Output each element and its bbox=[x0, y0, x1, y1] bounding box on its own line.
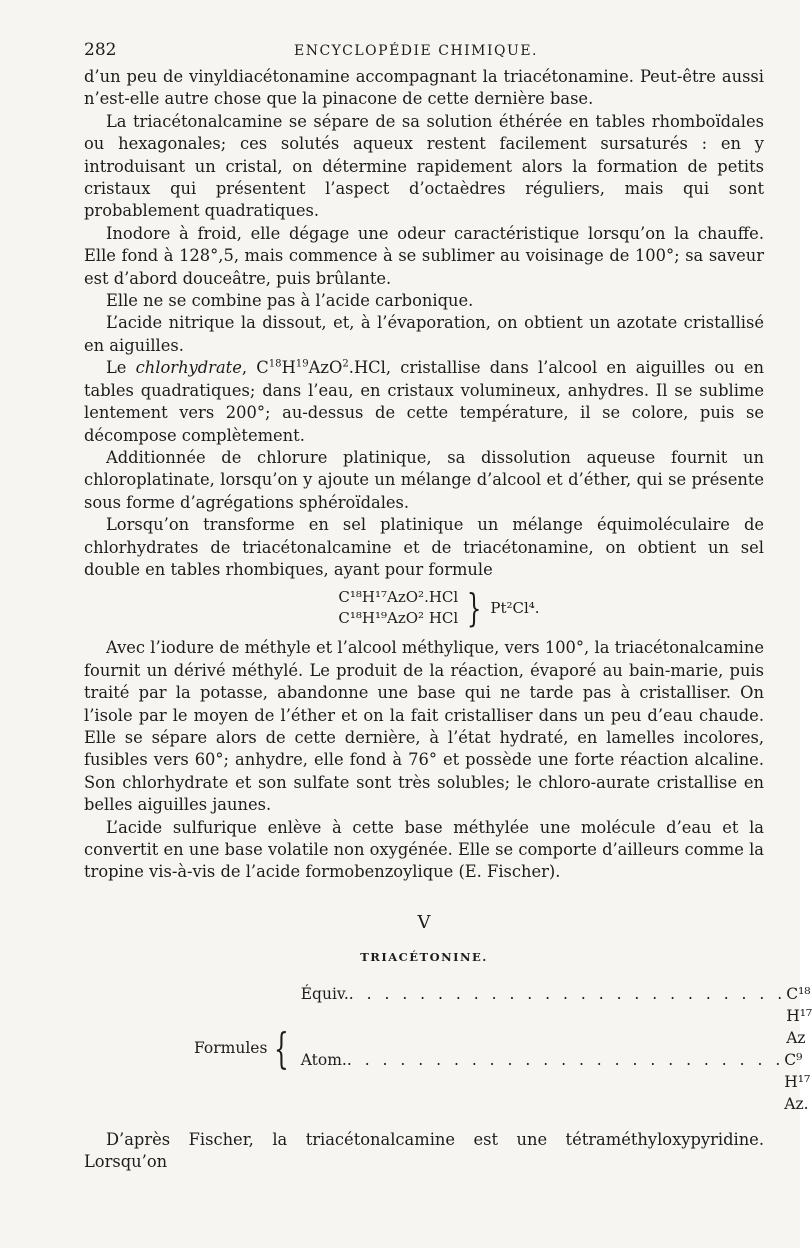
section-number: V bbox=[417, 911, 431, 933]
dot-leader: . . . . . . . . . . . . . . . . . . . . . . . . . bbox=[348, 984, 787, 1003]
paragraph-chlorhydrate: Le chlorhydrate, $C^{18}H^{19}AzO^2.HCl$, cristallise dans l’alcool en aiguilles ou en tables quadratiques; dans l’eau, en cristaux volumineux, anhydres. Il se sublime lentement vers 200°; au-dessus de cette température, il se colore, puis se décompose complètement. bbox=[84, 358, 765, 445]
section-heading bbox=[84, 912, 764, 969]
formula-row bbox=[300, 983, 812, 1049]
paragraph: d’un peu de vinyldiacétonamine accompagnant la triacétonamine. Peut-être aussi n’est-elle autre chose que la pinacone de cette dernière base. bbox=[84, 67, 764, 109]
paragraph: Avec l’iodure de méthyle et l’alcool méthylique, vers 100°, la triacétonalcamine fournit un dérivé méthylé. Le produit de la réaction, évaporé au bain-marie, puis traité par la potasse, abandonne une base qui ne tarde pas à cristalliser. On l’isole par le moyen de l’éther et on la fait cristalliser dans un peu d’eau chaude. Elle se sépare alors de cette dernière, à l’état hydraté, en lamelles incolores, fusibles vers 60°; anhydre, elle fond à 76° et possède une forte réaction alcaline. Son chlorhydrate et son sulfate sont très solubles; le chloro-aurate cristallise en belles aiguilles jaunes. bbox=[84, 638, 764, 815]
formula-row bbox=[300, 1049, 811, 1115]
left-brace-icon: { bbox=[274, 1023, 289, 1073]
page-number: 282 bbox=[84, 40, 117, 60]
chlorhydrate-rest: , cristallise dans l’alcool en aiguilles ou en tables quadratiques; dans l’eau, en cristaux volumineux, anhydres. Il se sublime lentement vers 200°; au-dessus de cette température, il se colore, puis se décompose complètement. bbox=[84, 358, 765, 445]
paragraph: L’acide nitrique la dissout, et, à l’évaporation, on obtient un azotate cristallisé en aiguilles. bbox=[84, 313, 764, 355]
page-header bbox=[84, 40, 764, 64]
paragraph: Elle ne se combine pas à l’acide carbonique. bbox=[106, 291, 474, 311]
paragraph: L’acide sulfurique enlève à cette base méthylée une molécule d’eau et la convertit en une base volatile non oxygénée. Elle se comporte d’ailleurs comme la tropine vis-à-vis de l’acide formobenzoylique (E. Fischer). bbox=[84, 817, 764, 882]
formulas-block bbox=[194, 983, 812, 1115]
paragraph: La triacétonalcamine se sépare de sa solution éthérée en tables rhomboïdales ou hexagonales; ces solutés aqueux restent facilement sursaturés : en y introduisant un cristal, on détermine rapidement alors la formation de petits cristaux qui présentent l’aspect d’octaèdres réguliers, mais qui sont probablement quadratiques. bbox=[84, 111, 764, 221]
paragraph: Inodore à froid, elle dégage une odeur caractéristique lorsqu’on la chauffe. Elle fond à 128°,5, mais commence à se sublimer au voisinage de 100°; sa saveur est d’abord douceâtre, puis brûlante. bbox=[84, 223, 764, 288]
formulas-label: Formules bbox=[194, 1039, 268, 1058]
formula-key: Atom. bbox=[300, 1050, 347, 1069]
paragraph-closing: D’après Fischer, la triacétonalcamine est une tétraméthyloxypyridine. Lorsqu’on bbox=[84, 1129, 764, 1172]
paragraph: Additionnée de chlorure platinique, sa dissolution aqueuse fournit un chloroplatinate, lorsqu’on y ajoute un mélange d’alcool et d’éther, qui se présente sous forme d’agrégations sphéroïdales. bbox=[84, 447, 764, 512]
dot-leader: . . . . . . . . . . . . . . . . . . . . . . . . . bbox=[346, 1050, 785, 1069]
chlorhydrate-term: chlorhydrate bbox=[135, 358, 242, 378]
page-body bbox=[84, 66, 812, 1173]
formula-value: C¹⁸ H¹⁷ Az bbox=[786, 984, 812, 1047]
right-brace-icon: } bbox=[467, 586, 482, 631]
double-salt-formula bbox=[114, 587, 764, 629]
running-title: ENCYCLOPÉDIE CHIMIQUE. bbox=[294, 43, 538, 59]
formula-key: Équiv. bbox=[300, 984, 349, 1003]
formula-line-2: C¹⁸H¹⁹AzO² HCl bbox=[338, 609, 459, 628]
chlorhydrate-formula: $C^{18}H^{19}AzO^2.HCl$ bbox=[256, 358, 386, 378]
chlorhydrate-lead: Le bbox=[106, 358, 136, 378]
formula-platinum: Pt²Cl⁴. bbox=[490, 599, 540, 618]
formula-value: C⁹ H¹⁷ Az. bbox=[784, 1050, 811, 1113]
paragraph: Lorsqu’on transforme en sel platinique un mélange équimoléculaire de chlorhydrates de triacétonalcamine et de triacétonamine, on obtient un sel double en tables rhombiques, ayant pour formule bbox=[84, 515, 764, 579]
formula-line-1: C¹⁸H¹⁷AzO².HCl bbox=[338, 588, 459, 607]
section-title: TRIACÉTONINE. bbox=[360, 950, 488, 965]
